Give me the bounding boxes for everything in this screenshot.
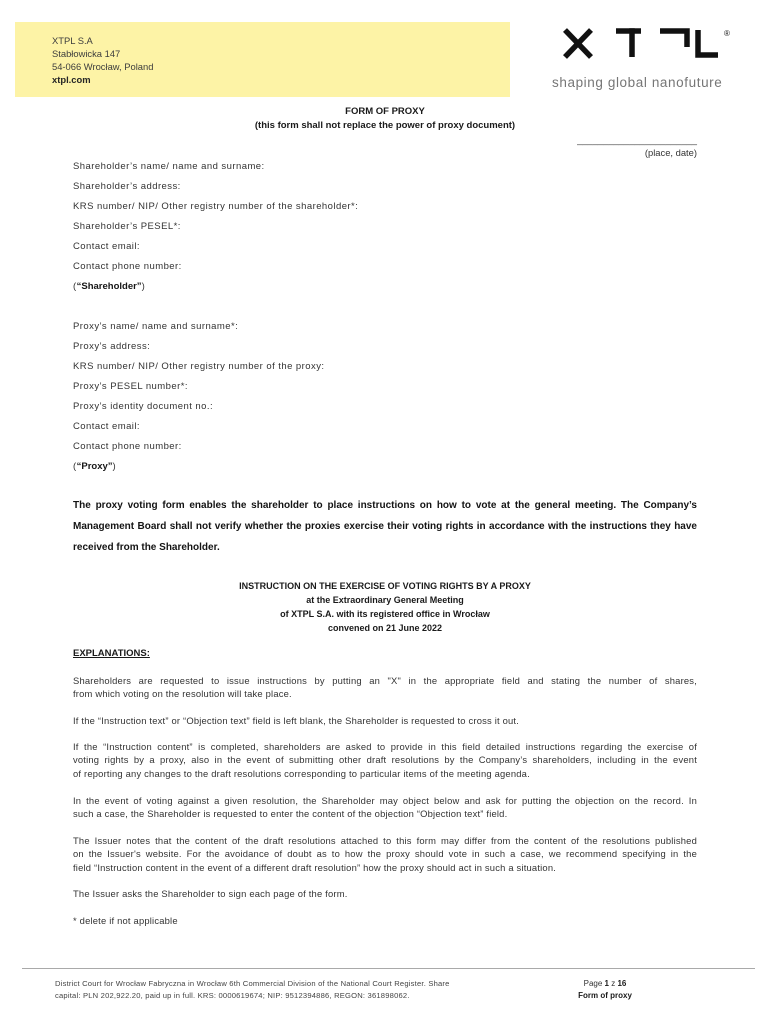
paragraph-line: The Issuer asks the Shareholder to sign each page of the form. — [73, 888, 348, 899]
paragraph-line: Shareholders are requested to issue instructions by putting an "X" in the appropriate field and stating the number of shares, — [73, 675, 697, 686]
voting-form-notice — [73, 495, 697, 558]
explanation-paragraph — [73, 794, 697, 821]
explanations-heading: EXPLANATIONS: — [73, 648, 150, 659]
document-name: Form of proxy — [578, 991, 632, 1000]
company-name: XTPL S.A — [52, 35, 93, 46]
instruction-heading-line: of XTPL S.A. with its registered office in Wrocław — [280, 609, 490, 619]
proxy-address-label: Proxy’s address: — [73, 341, 151, 352]
notice-line: The proxy voting form enables the shareholder to place instructions on how to vote at the general meeting. The Company’s — [73, 500, 697, 511]
paragraph-line: such a case, the Shareholder is requested to enter the content of the objection “Objection text” field. — [73, 808, 508, 820]
footer-registry-line: District Court for Wrocław Fabryczna in Wrocław 6th Commercial Division of the National Court Register. Share — [55, 979, 450, 988]
company-city: 54-066 Wrocław, Poland — [52, 61, 154, 72]
company-website: xtpl.com — [52, 74, 91, 85]
footer-document-name — [560, 990, 650, 1002]
designation-close: ) — [112, 461, 117, 472]
logo-glyph-t — [616, 28, 641, 57]
paragraph-line: * delete if not applicable — [73, 915, 178, 926]
shareholder-name-label: Shareholder’s name/ name and surname: — [73, 161, 265, 172]
proxy-registry-number-label: KRS number/ NIP/ Other registry number of the proxy: — [73, 361, 325, 372]
xtpl-logo — [550, 20, 740, 70]
proxy-pesel-label: Proxy’s PESEL number*: — [73, 381, 188, 392]
place-date-blank-line: _______________________ — [577, 134, 697, 145]
instruction-heading — [0, 579, 770, 635]
shareholder-details — [73, 157, 358, 297]
explanation-paragraph — [73, 834, 697, 874]
designation-term: “Proxy” — [76, 461, 113, 472]
place-date-block — [577, 133, 697, 159]
notice-line: Management Board shall not verify whether the proxies exercise their voting rights in accordance with the instructions they have — [73, 521, 697, 532]
shareholder-contact-phone-label: Contact phone number: — [73, 261, 182, 272]
form-title-block — [0, 105, 770, 133]
instruction-heading-line: INSTRUCTION ON THE EXERCISE OF VOTING RIGHTS BY A PROXY — [239, 581, 531, 591]
footnote-delete-if-not-applicable — [73, 914, 697, 927]
explanation-paragraph — [73, 887, 697, 900]
logo-glyph-x — [565, 30, 591, 57]
paragraph-line: If the “Instruction text” or “Objection text” field is left blank, the Shareholder is requested to cross it out. — [73, 715, 520, 726]
page-separator: z — [611, 979, 616, 988]
footer-divider — [22, 968, 755, 969]
explanation-paragraph — [73, 740, 697, 780]
proxy-contact-phone-label: Contact phone number: — [73, 441, 182, 452]
explanation-paragraph — [73, 674, 697, 701]
registered-mark: ® — [724, 29, 730, 38]
company-info-box — [15, 22, 510, 97]
designation-open: ( — [73, 281, 77, 292]
form-title: FORM OF PROXY — [345, 106, 425, 117]
proxy-contact-email-label: Contact email: — [73, 421, 141, 432]
paragraph-line: from which voting on the resolution will take place. — [73, 688, 292, 700]
instruction-heading-line: at the Extraordinary General Meeting — [306, 595, 464, 605]
logo-tagline: shaping global nanofuture — [552, 75, 723, 90]
notice-line: received from the Shareholder. — [73, 542, 220, 553]
footer-registry-info — [55, 978, 450, 1002]
shareholder-registry-number-label: KRS number/ NIP/ Other registry number of the shareholder*: — [73, 201, 359, 212]
paragraph-line: field “Instruction content in the event of a different draft resolution” how the proxy should act in such a situation. — [73, 861, 557, 873]
footer-page-info — [560, 978, 650, 1002]
logo-glyph-p — [660, 31, 687, 47]
paragraph-line: on the Issuer's website. For the avoidance of doubt as to how the proxy should vote in such a case, we recommend specifying in the — [73, 848, 697, 860]
page-current: 1 — [604, 979, 609, 988]
proxy-details — [73, 317, 325, 477]
proxy-name-label: Proxy’s name/ name and surname*: — [73, 321, 239, 332]
explanation-paragraph — [73, 714, 697, 727]
designation-close: ) — [141, 281, 146, 292]
place-date-label: (place, date) — [644, 147, 697, 158]
shareholder-pesel-label: Shareholder’s PESEL*: — [73, 221, 181, 232]
shareholder-designation — [73, 277, 358, 297]
page-total: 16 — [617, 979, 627, 988]
designation-term: “Shareholder” — [76, 281, 142, 292]
page-label: Page — [583, 979, 603, 988]
paragraph-line: voting rights by a proxy, also in the event of submitting other draft resolutions by the Company’s shareholders, including in the event — [73, 754, 697, 766]
paragraph-line: The Issuer notes that the content of the draft resolutions attached to this form may differ from the content of the resolutions published — [73, 835, 697, 846]
footer-registry-line: capital: PLN 202,922.20, paid up in full. KRS: 0000619674; NIP: 9512394886, REGON: 361898062. — [55, 991, 410, 1000]
proxy-id-document-label: Proxy’s identity document no.: — [73, 401, 214, 412]
company-street: Stabłowicka 147 — [52, 48, 121, 59]
paragraph-line: In the event of voting against a given resolution, the Shareholder may object below and ask for putting the objection on the record. In — [73, 795, 697, 806]
form-subtitle: (this form shall not replace the power of proxy document) — [254, 120, 516, 131]
footer-page-number — [560, 978, 650, 990]
shareholder-contact-email-label: Contact email: — [73, 241, 141, 252]
logo-glyph-l — [698, 30, 718, 55]
shareholder-address-label: Shareholder’s address: — [73, 181, 181, 192]
paragraph-line: of reporting any changes to the draft resolutions corresponding to particular items of the meeting agenda. — [73, 767, 530, 779]
designation-open: ( — [73, 461, 77, 472]
instruction-heading-line: convened on 21 June 2022 — [327, 623, 443, 633]
proxy-designation — [73, 457, 325, 477]
paragraph-line: If the “Instruction content” is completed, shareholders are asked to provide in this field detailed instructions regarding the exercise of — [73, 741, 697, 752]
